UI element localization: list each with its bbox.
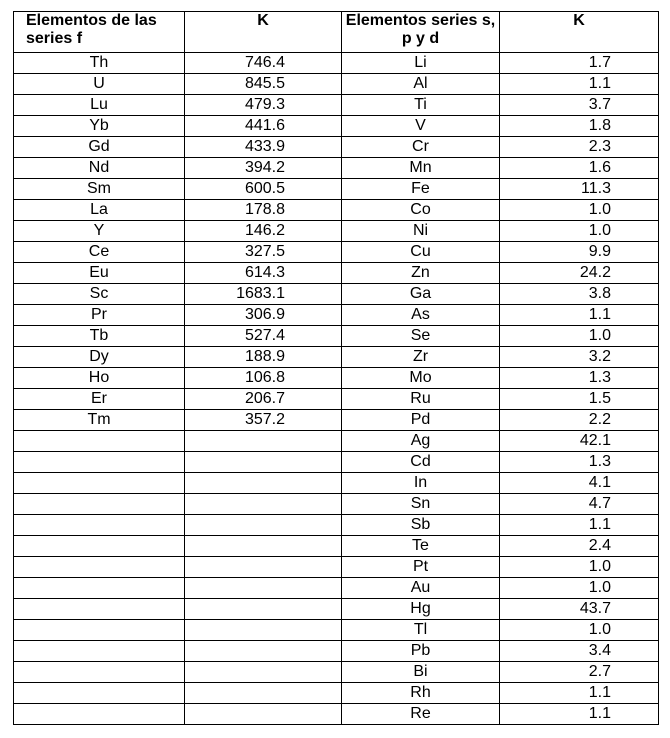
f-element-cell	[14, 473, 185, 494]
f-k-value-cell: 845.5	[185, 74, 342, 95]
spd-k-value-cell: 4.7	[500, 494, 659, 515]
table-row	[14, 452, 659, 473]
table-row	[14, 431, 659, 452]
spd-element-cell: Te	[342, 536, 500, 557]
spd-element-cell: Bi	[342, 662, 500, 683]
f-element-cell	[14, 641, 185, 662]
spd-k-value-cell: 1.0	[500, 221, 659, 242]
spd-element-cell: Zn	[342, 263, 500, 284]
table-row	[14, 494, 659, 515]
table-row	[14, 158, 659, 179]
f-k-value-cell	[185, 683, 342, 704]
spd-element-cell: Co	[342, 200, 500, 221]
f-k-value-cell	[185, 494, 342, 515]
k-values-table	[13, 11, 659, 725]
spd-element-cell: In	[342, 473, 500, 494]
spd-k-value-cell: 1.0	[500, 326, 659, 347]
spd-element-cell: Sb	[342, 515, 500, 536]
f-element-cell	[14, 536, 185, 557]
f-k-value-cell	[185, 515, 342, 536]
f-element-cell	[14, 599, 185, 620]
table-row	[14, 620, 659, 641]
f-element-cell: Tm	[14, 410, 185, 431]
table-row	[14, 347, 659, 368]
table-row	[14, 410, 659, 431]
spd-k-value-cell: 9.9	[500, 242, 659, 263]
f-element-cell	[14, 557, 185, 578]
header-spd-k: K	[500, 12, 659, 53]
f-k-value-cell: 1683.1	[185, 284, 342, 305]
spd-k-value-cell: 1.0	[500, 557, 659, 578]
spd-k-value-cell: 2.2	[500, 410, 659, 431]
f-k-value-cell: 441.6	[185, 116, 342, 137]
spd-element-cell: Fe	[342, 179, 500, 200]
spd-element-cell: Tl	[342, 620, 500, 641]
table-row	[14, 305, 659, 326]
spd-element-cell: Al	[342, 74, 500, 95]
table-row	[14, 221, 659, 242]
spd-element-cell: Pt	[342, 557, 500, 578]
table-row	[14, 263, 659, 284]
spd-k-value-cell: 1.3	[500, 368, 659, 389]
spd-element-cell: Ag	[342, 431, 500, 452]
table-row	[14, 242, 659, 263]
table-row	[14, 326, 659, 347]
spd-k-value-cell: 1.8	[500, 116, 659, 137]
f-k-value-cell: 188.9	[185, 347, 342, 368]
header-spd-elements: Elementos series s, p y d	[342, 12, 500, 53]
spd-k-value-cell: 1.1	[500, 515, 659, 536]
f-k-value-cell: 357.2	[185, 410, 342, 431]
f-element-cell	[14, 515, 185, 536]
f-k-value-cell	[185, 431, 342, 452]
spd-element-cell: Ni	[342, 221, 500, 242]
table-row	[14, 284, 659, 305]
spd-element-cell: Pd	[342, 410, 500, 431]
spd-element-cell: Ga	[342, 284, 500, 305]
spd-element-cell: Zr	[342, 347, 500, 368]
f-k-value-cell	[185, 452, 342, 473]
table-row	[14, 578, 659, 599]
table-row	[14, 662, 659, 683]
f-element-cell: U	[14, 74, 185, 95]
spd-element-cell: Cu	[342, 242, 500, 263]
table-row	[14, 599, 659, 620]
f-element-cell	[14, 620, 185, 641]
spd-element-cell: Hg	[342, 599, 500, 620]
spd-k-value-cell: 2.4	[500, 536, 659, 557]
table-row	[14, 704, 659, 725]
spd-k-value-cell: 1.0	[500, 200, 659, 221]
spd-k-value-cell: 4.1	[500, 473, 659, 494]
f-k-value-cell: 479.3	[185, 95, 342, 116]
spd-element-cell: Se	[342, 326, 500, 347]
f-element-cell: Lu	[14, 95, 185, 116]
spd-k-value-cell: 1.1	[500, 704, 659, 725]
f-k-value-cell: 433.9	[185, 137, 342, 158]
f-k-value-cell: 746.4	[185, 53, 342, 74]
table-row	[14, 683, 659, 704]
f-element-cell	[14, 431, 185, 452]
f-k-value-cell: 614.3	[185, 263, 342, 284]
spd-element-cell: Mo	[342, 368, 500, 389]
spd-element-cell: Ru	[342, 389, 500, 410]
table-row	[14, 473, 659, 494]
spd-k-value-cell: 1.1	[500, 683, 659, 704]
header-row	[14, 12, 659, 53]
spd-element-cell: As	[342, 305, 500, 326]
table-row	[14, 557, 659, 578]
f-k-value-cell	[185, 536, 342, 557]
f-element-cell	[14, 494, 185, 515]
f-element-cell: Pr	[14, 305, 185, 326]
header-f-elements: Elementos de las series f	[14, 12, 185, 53]
table-row	[14, 515, 659, 536]
spd-k-value-cell: 1.7	[500, 53, 659, 74]
f-k-value-cell: 106.8	[185, 368, 342, 389]
f-element-cell: Dy	[14, 347, 185, 368]
spd-element-cell: Au	[342, 578, 500, 599]
spd-element-cell: Cd	[342, 452, 500, 473]
table-row	[14, 137, 659, 158]
f-k-value-cell: 146.2	[185, 221, 342, 242]
f-element-cell: Y	[14, 221, 185, 242]
f-element-cell	[14, 662, 185, 683]
table-row	[14, 53, 659, 74]
spd-k-value-cell: 1.6	[500, 158, 659, 179]
spd-element-cell: Ti	[342, 95, 500, 116]
spd-k-value-cell: 3.4	[500, 641, 659, 662]
f-element-cell: Th	[14, 53, 185, 74]
spd-k-value-cell: 3.8	[500, 284, 659, 305]
spd-element-cell: Rh	[342, 683, 500, 704]
spd-element-cell: Sn	[342, 494, 500, 515]
f-k-value-cell	[185, 641, 342, 662]
f-k-value-cell: 327.5	[185, 242, 342, 263]
table-row	[14, 116, 659, 137]
f-element-cell: Tb	[14, 326, 185, 347]
f-element-cell	[14, 683, 185, 704]
f-element-cell: Eu	[14, 263, 185, 284]
f-element-cell: Gd	[14, 137, 185, 158]
spd-element-cell: Li	[342, 53, 500, 74]
f-k-value-cell	[185, 473, 342, 494]
spd-element-cell: Re	[342, 704, 500, 725]
spd-element-cell: V	[342, 116, 500, 137]
f-element-cell: Sm	[14, 179, 185, 200]
spd-k-value-cell: 1.1	[500, 305, 659, 326]
spd-k-value-cell: 11.3	[500, 179, 659, 200]
table-row	[14, 389, 659, 410]
spd-k-value-cell: 2.3	[500, 137, 659, 158]
f-k-value-cell	[185, 599, 342, 620]
table-row	[14, 641, 659, 662]
spd-k-value-cell: 1.5	[500, 389, 659, 410]
f-element-cell: La	[14, 200, 185, 221]
spd-k-value-cell: 1.3	[500, 452, 659, 473]
spd-element-cell: Cr	[342, 137, 500, 158]
spd-k-value-cell: 3.7	[500, 95, 659, 116]
spd-k-value-cell: 1.1	[500, 74, 659, 95]
spd-k-value-cell: 3.2	[500, 347, 659, 368]
f-element-cell: Er	[14, 389, 185, 410]
f-element-cell: Nd	[14, 158, 185, 179]
spd-k-value-cell: 42.1	[500, 431, 659, 452]
f-element-cell	[14, 704, 185, 725]
f-k-value-cell: 600.5	[185, 179, 342, 200]
f-element-cell: Ce	[14, 242, 185, 263]
f-element-cell: Ho	[14, 368, 185, 389]
spd-element-cell: Mn	[342, 158, 500, 179]
f-element-cell	[14, 578, 185, 599]
spd-k-value-cell: 24.2	[500, 263, 659, 284]
f-k-value-cell	[185, 557, 342, 578]
f-k-value-cell	[185, 578, 342, 599]
table-row	[14, 95, 659, 116]
f-k-value-cell: 206.7	[185, 389, 342, 410]
table-row	[14, 200, 659, 221]
table-row	[14, 368, 659, 389]
f-element-cell: Sc	[14, 284, 185, 305]
f-k-value-cell: 306.9	[185, 305, 342, 326]
spd-element-cell: Pb	[342, 641, 500, 662]
table-header	[14, 12, 659, 53]
f-k-value-cell: 394.2	[185, 158, 342, 179]
table-row	[14, 536, 659, 557]
f-k-value-cell: 178.8	[185, 200, 342, 221]
header-f-k: K	[185, 12, 342, 53]
f-element-cell	[14, 452, 185, 473]
table-row	[14, 74, 659, 95]
f-element-cell: Yb	[14, 116, 185, 137]
f-k-value-cell	[185, 620, 342, 641]
spd-k-value-cell: 43.7	[500, 599, 659, 620]
spd-k-value-cell: 1.0	[500, 578, 659, 599]
spd-k-value-cell: 2.7	[500, 662, 659, 683]
table-body	[14, 53, 659, 725]
f-k-value-cell: 527.4	[185, 326, 342, 347]
spd-k-value-cell: 1.0	[500, 620, 659, 641]
f-k-value-cell	[185, 704, 342, 725]
table-row	[14, 179, 659, 200]
f-k-value-cell	[185, 662, 342, 683]
